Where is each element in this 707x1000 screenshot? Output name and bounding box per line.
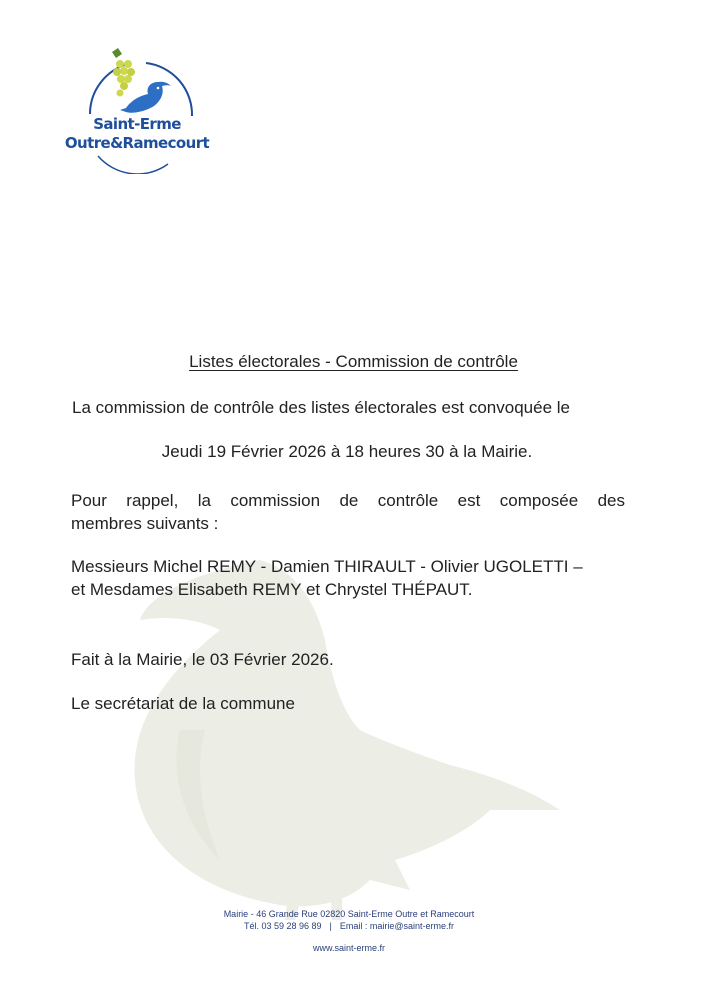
signature: Le secrétariat de la commune <box>71 694 295 713</box>
rappel-line-1: Pour rappel, la commission de contrôle est composée des <box>71 491 625 510</box>
meeting-date: Jeudi 19 Février 2026 à 18 heures 30 à la Mairie. <box>161 442 533 461</box>
municipality-logo <box>64 44 218 174</box>
footer-address: Mairie - 46 Grande Rue 02820 Saint-Erme Outre et Ramecourt <box>223 909 475 919</box>
members-line-1: Messieurs Michel REMY - Damien THIRAULT - Olivier UGOLETTI – <box>71 557 583 576</box>
rappel-line-2: membres suivants : <box>71 514 219 533</box>
rappel-paragraph <box>71 489 625 535</box>
members-line-2: et Mesdames Elisabeth REMY et Chrystel THÉPAUT. <box>71 580 473 599</box>
logo-line-2: Outre&Ramecourt <box>64 134 210 152</box>
logo-line-1: Saint-Erme <box>93 115 181 133</box>
date-signed: Fait à la Mairie, le 03 Février 2026. <box>71 650 334 669</box>
footer-email[interactable]: Email : mairie@saint-erme.fr <box>339 921 455 931</box>
members-paragraph <box>71 555 631 601</box>
convocation-text: La commission de contrôle des listes électorales est convoquée le <box>72 398 570 417</box>
footer-phone: Tél. 03 59 28 96 89 <box>243 921 322 931</box>
logo-bird-grape-icon <box>68 44 218 174</box>
footer-contact <box>0 921 698 931</box>
document-title: Listes électorales - Commission de contrôle <box>189 352 518 371</box>
footer-separator: | <box>329 921 332 931</box>
footer-website[interactable]: www.saint-erme.fr <box>312 943 385 953</box>
bird-watermark-icon <box>110 560 570 920</box>
